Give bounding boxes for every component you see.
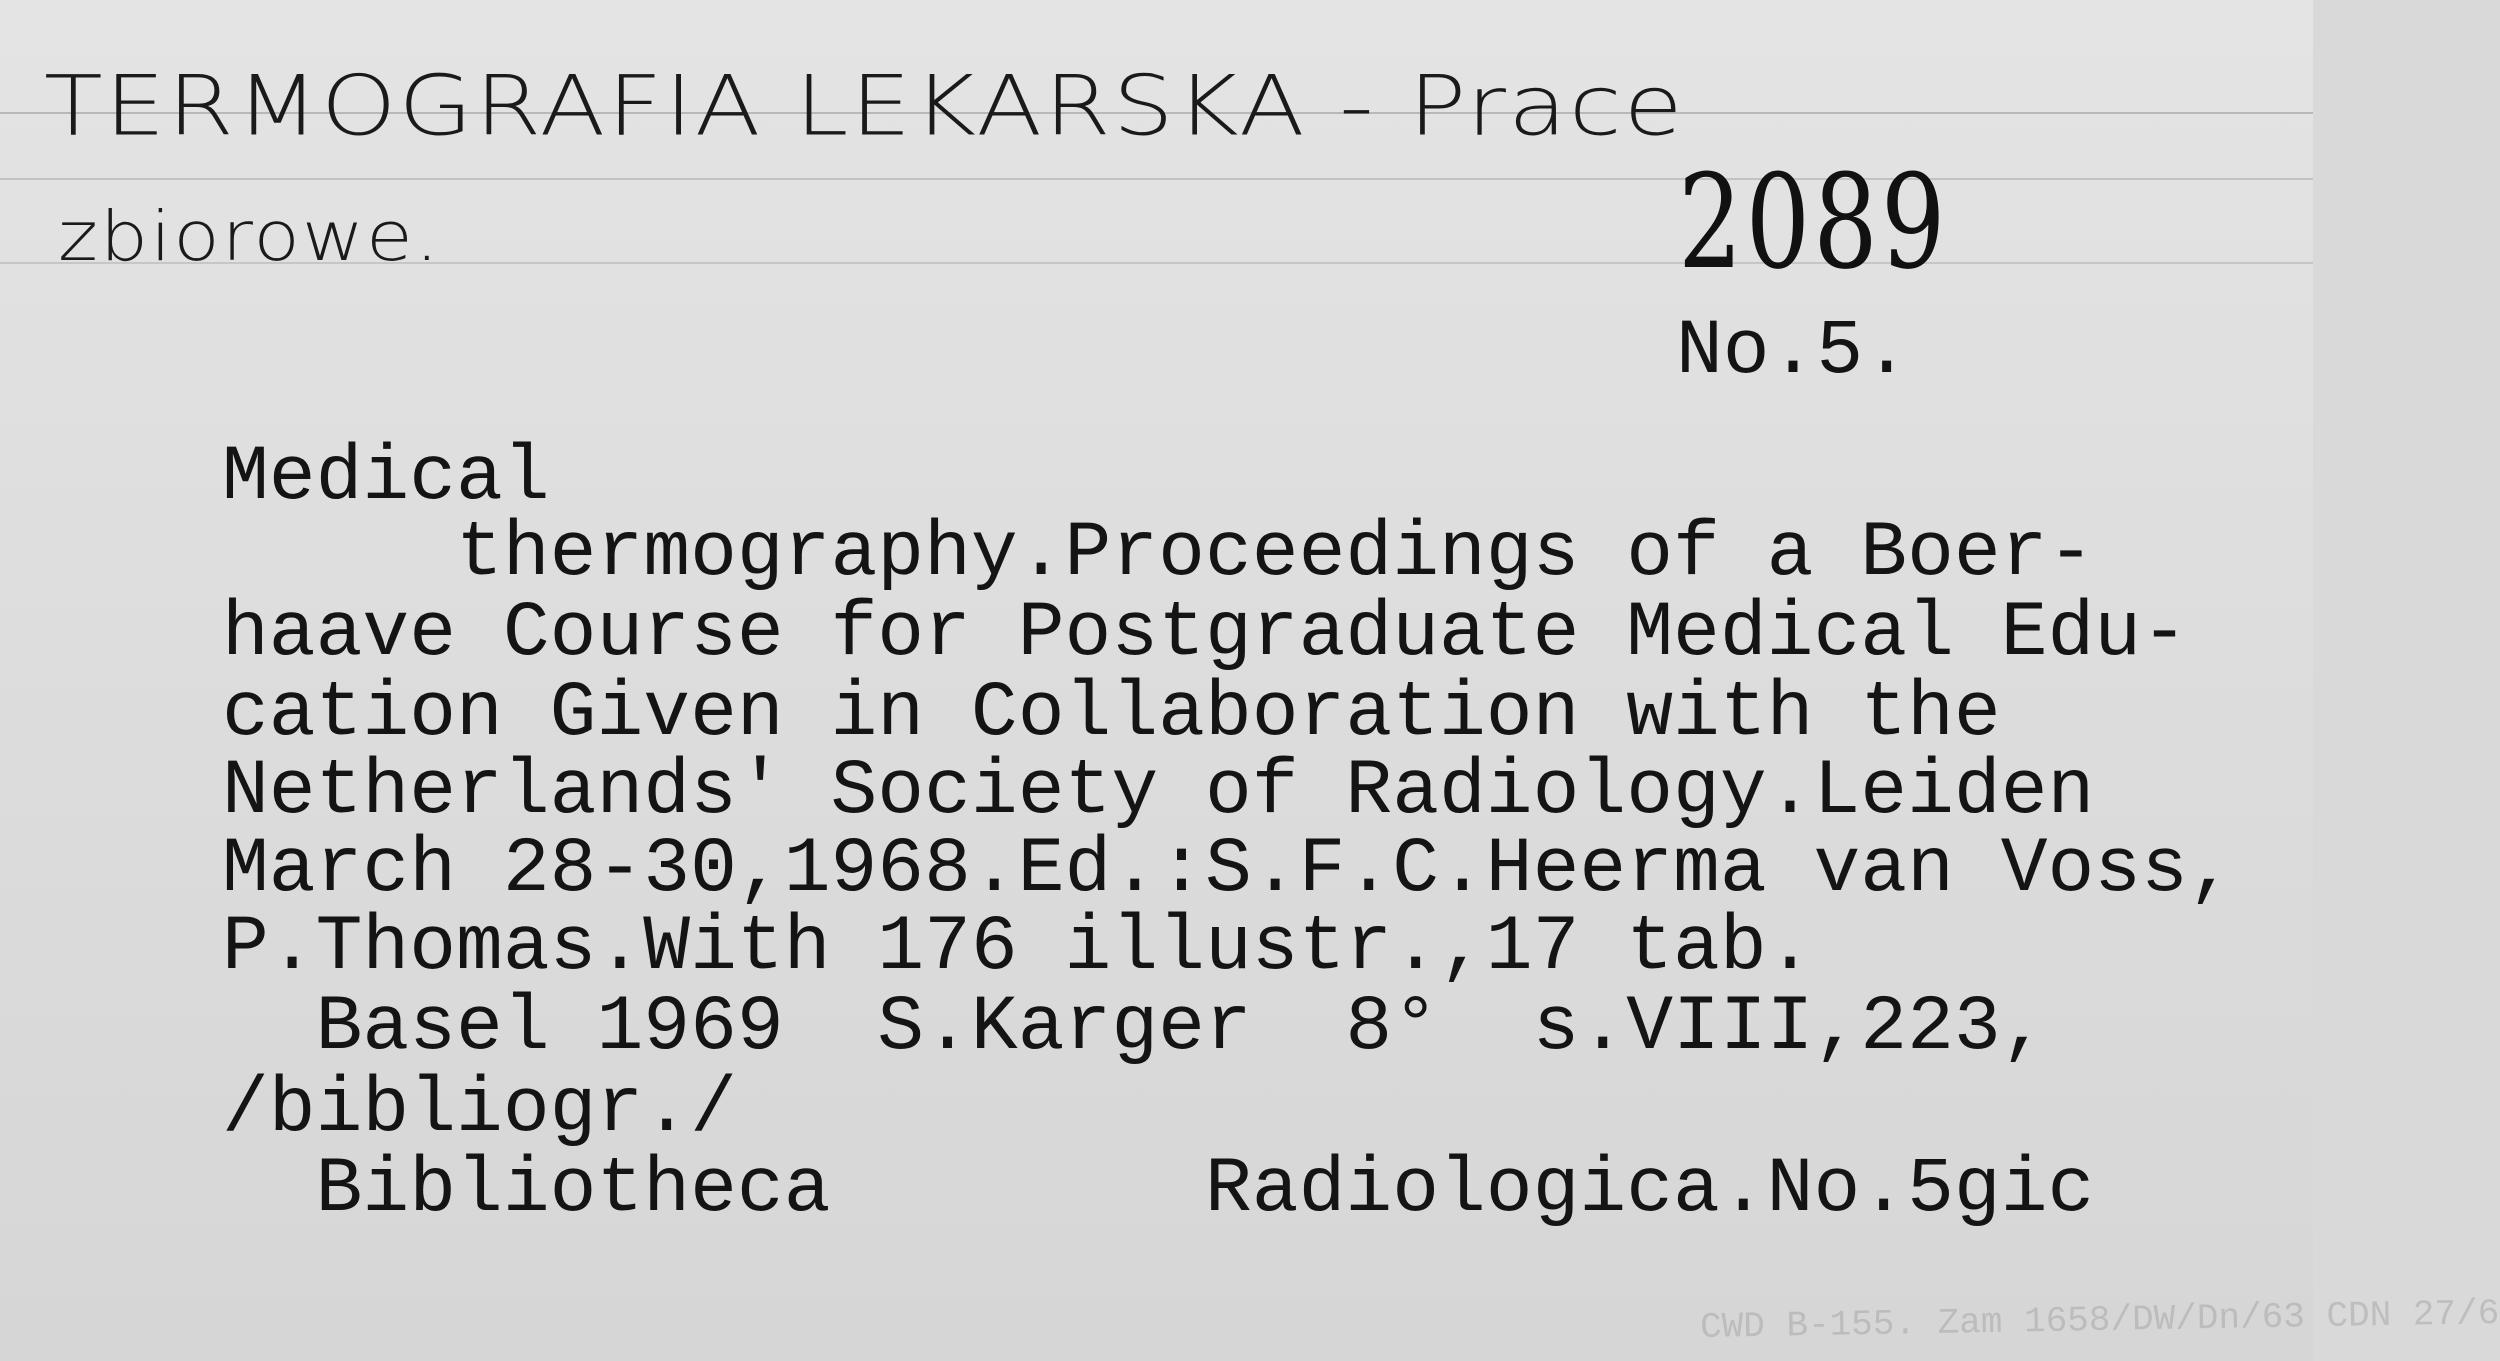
body-line-7: P.Thomas.With 176 illustr.,17 tab.: [222, 904, 1814, 992]
handwritten-subheading: zbiorowe.: [58, 196, 441, 277]
ruled-line: [0, 178, 2313, 180]
body-line-4: cation Given in Collaboration with the: [222, 670, 2001, 758]
series-number: No.5.: [1676, 308, 1911, 396]
body-line-6: March 28-30,1968.Ed.:S.F.C.Heerma van Voss,: [222, 826, 2235, 914]
body-line-2: thermography.Proceedings of a Boer-: [222, 510, 2095, 598]
body-line-9: /bibliogr./: [222, 1066, 737, 1154]
call-number: 2089: [1678, 146, 1949, 298]
bleed-through-text: CWD B-155. Zam 1658/DW/Dn/63 CDN 27/6: [1699, 1293, 2500, 1348]
body-line-3: haave Course for Postgraduate Medical Edu-: [222, 590, 2188, 678]
body-line-10: Bibliotheca Radiologica.No.5gic: [222, 1146, 2095, 1234]
body-line-1: Medical: [222, 434, 550, 522]
body-line-8: Basel 1969 S.Karger 8° s.VIII,223,: [222, 984, 2048, 1072]
handwritten-heading: TERMOGRAFIA LEKARSKA - Prace: [44, 58, 1685, 155]
body-line-5: Netherlands' Society of Radiology.Leiden: [222, 748, 2095, 836]
